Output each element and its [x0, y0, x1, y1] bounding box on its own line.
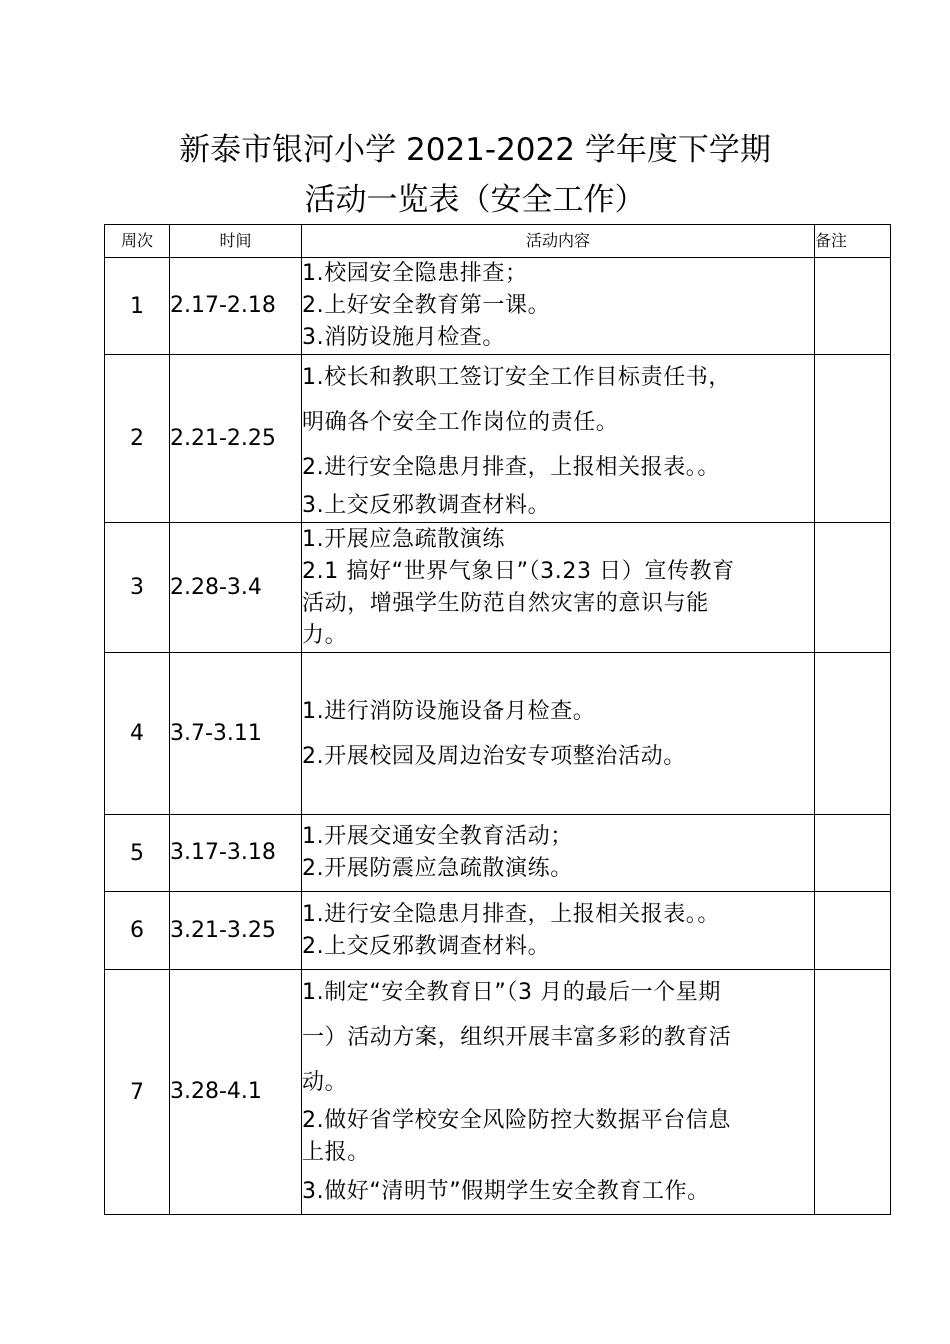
time-cell: 3.21-3.25: [170, 892, 302, 970]
time-cell: 2.28-3.4: [170, 523, 302, 653]
note-cell: [815, 258, 891, 355]
activity-table: [104, 224, 891, 1215]
content-line: 1.进行消防设施设备月检查。: [302, 698, 596, 724]
week-cell: 7: [105, 970, 170, 1215]
note-cell: [815, 892, 891, 970]
content-line: 3.上交反邪教调查材料。: [302, 493, 551, 518]
table-row: [105, 258, 891, 355]
table-row: [105, 970, 891, 1215]
content-line: 2.开展校园及周边治安专项整治活动。: [302, 743, 686, 769]
content-line: 上报。: [302, 1140, 370, 1165]
table-row: [105, 523, 891, 653]
document-title: 新泰市银河小学 2021-2022 学年度下学期: [179, 132, 771, 168]
content-line: 活动，增强学生防范自然灾害的意识与能: [302, 590, 709, 616]
content-line: 1.进行安全隐患月排查，上报相关报表。。: [302, 901, 720, 927]
table-row: [105, 355, 891, 523]
content-cell: [302, 815, 815, 892]
content-line: 动。: [302, 1070, 348, 1095]
content-line: 2.上好安全教育第一课。: [302, 293, 551, 318]
time-cell: 3.28-4.1: [170, 970, 302, 1215]
week-cell: 3: [105, 523, 170, 653]
header-content: 活动内容: [302, 225, 815, 258]
table-row: [105, 892, 891, 970]
time-cell: 2.17-2.18: [170, 258, 302, 355]
note-cell: [815, 815, 891, 892]
table-row: [105, 815, 891, 892]
week-cell: 5: [105, 815, 170, 892]
content-line: 1.制定“安全教育日”（3 月的最后一个星期: [302, 980, 721, 1005]
content-line: 2.开展防震应急疏散演练。: [302, 856, 573, 881]
week-cell: 2: [105, 355, 170, 523]
header-note: 备注: [815, 225, 891, 258]
content-line: 2.1 搞好“世界气象日”（3.23 日）宣传教育: [302, 558, 735, 584]
content-cell: [302, 970, 815, 1215]
content-line: 1.开展交通安全教育活动；: [302, 824, 573, 849]
content-cell: [302, 653, 815, 815]
content-line: 2.上交反邪教调查材料。: [302, 933, 551, 959]
time-cell: 3.17-3.18: [170, 815, 302, 892]
week-cell: 6: [105, 892, 170, 970]
content-cell: [302, 523, 815, 653]
note-cell: [815, 970, 891, 1215]
table-header-row: [105, 225, 891, 258]
week-cell: 1: [105, 258, 170, 355]
note-cell: [815, 355, 891, 523]
time-cell: 3.7-3.11: [170, 653, 302, 815]
content-line: 2.进行安全隐患月排查，上报相关报表。。: [302, 455, 720, 480]
note-cell: [815, 523, 891, 653]
table-row: [105, 653, 891, 815]
content-line: 一）活动方案，组织开展丰富多彩的教育活: [302, 1025, 732, 1050]
content-line: 明确各个安全工作岗位的责任。: [302, 410, 619, 435]
content-line: 力。: [302, 622, 348, 648]
content-line: 1.开展应急疏散演练: [302, 526, 505, 552]
content-cell: [302, 892, 815, 970]
week-cell: 4: [105, 653, 170, 815]
content-line: 3.消防设施月检查。: [302, 325, 505, 350]
header-week: 周次: [105, 225, 170, 258]
header-time: 时间: [170, 225, 302, 258]
document-subtitle: 活动一览表（安全工作）: [304, 182, 646, 218]
time-cell: 2.21-2.25: [170, 355, 302, 523]
content-line: 1.校长和教职工签订安全工作目标责任书，: [302, 365, 731, 390]
content-line: 2.做好省学校安全风险防控大数据平台信息: [302, 1108, 731, 1133]
content-cell: [302, 258, 815, 355]
note-cell: [815, 653, 891, 815]
content-line: 3.做好“清明节”假期学生安全教育工作。: [302, 1179, 710, 1204]
content-cell: [302, 355, 815, 523]
content-line: 1.校园安全隐患排查；: [302, 261, 528, 286]
